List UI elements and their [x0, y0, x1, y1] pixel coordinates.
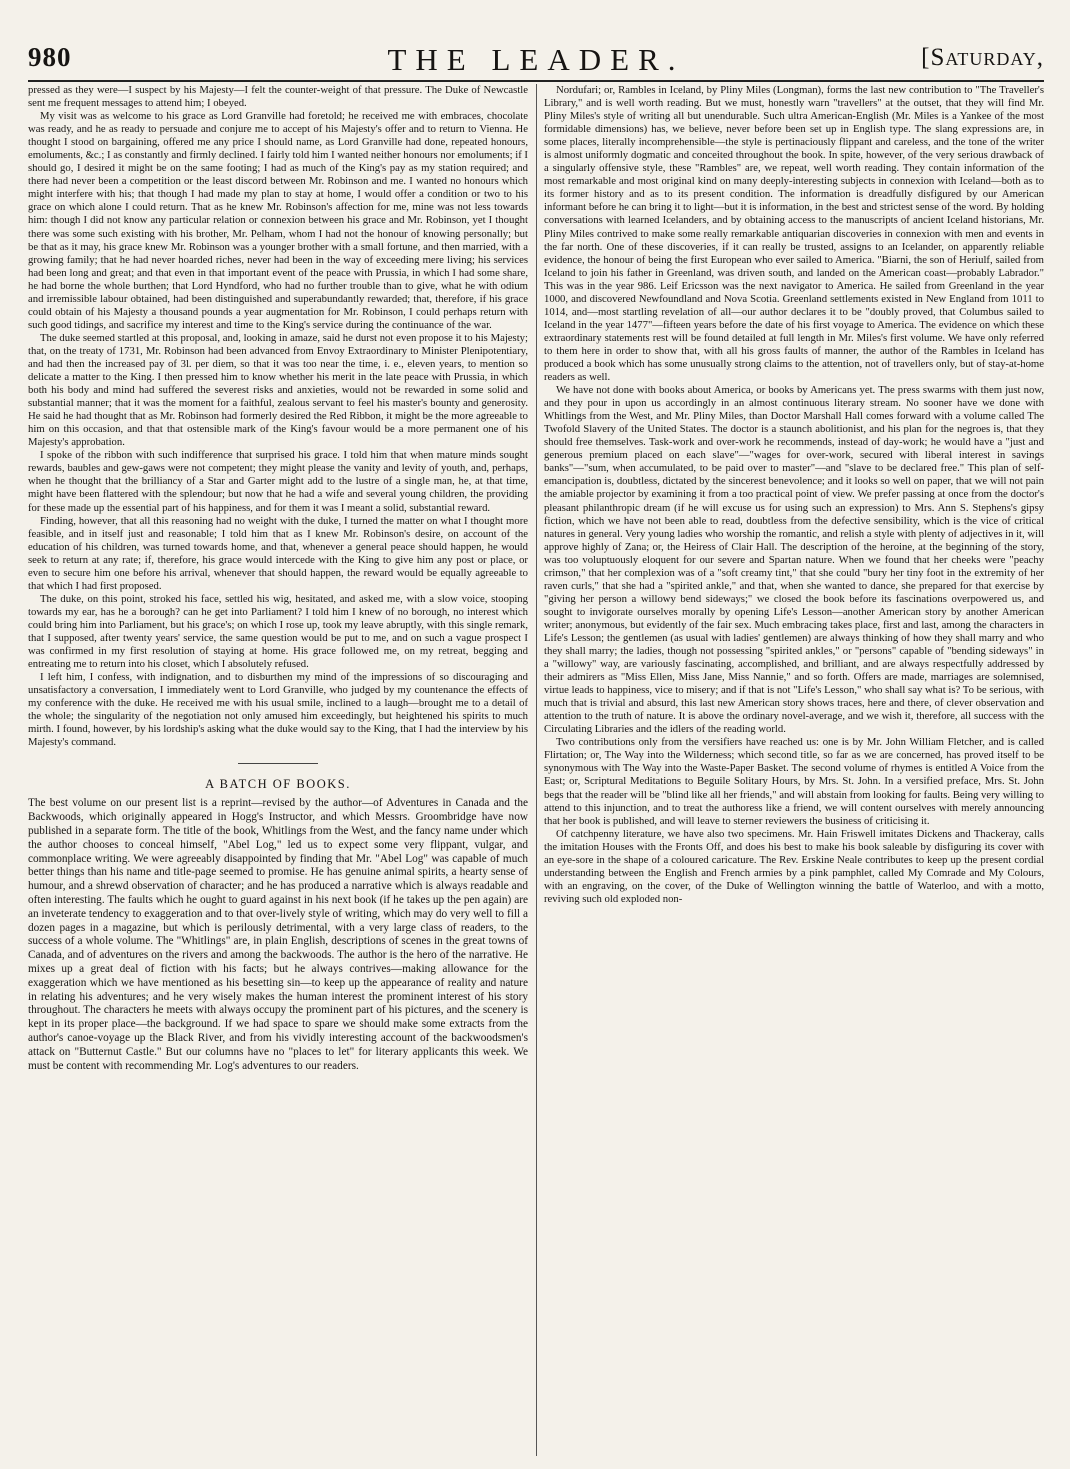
paragraph: I spoke of the ribbon with such indifference that surprised his grace. I told him that when mature minds sought rewards, baubles and gew-gaws were not competent; they might please the vanity and levity of youth, and, perhaps, when he thought that the brilliancy of a Star and Garter might add to the lustre of a single man, he, at that time, might have been flattered with the splendour; but now that he had a wife and several young children, the providing for these made up the essential part of his happiness, and for them it was I meant a solid, substantial reward. [28, 449, 528, 514]
paragraph: Of catchpenny literature, we have also two specimens. Mr. Hain Friswell imitates Dickens and Thackeray, calls the imitation Houses with the Fronts Off, and does his best to make his book saleable by disfiguring its cover with an eye-sore in the shape of a coloured caricature. The Rev. Erskine Neale contributes to keep up the present cordial understanding between the English and French armies by a pink pamphlet, called My Comrade and My Colours, with an engraving, on the cover, of the Duke of Wellington winning the battle of Waterloo, and with a motto, reviving such old exploded non- [544, 827, 1044, 905]
paragraph: Finding, however, that all this reasoning had no weight with the duke, I turned the matter on what I thought more feasible, and in itself just and reasonable; I told him that as I knew Mr. Robinson's desire, on account of the education of his children, was turned towards home, and that, whenever a general peace should happen, he would seek to return at any rate; if, therefore, his grace would intercede with the King to give him any post or place, or even to secure him one before his arrival, whenever that should happen, the reward would be equally agreeable to that which I had first proposed. [28, 514, 528, 592]
paragraph: I left him, I confess, with indignation, and to disburthen my mind of the impressions of so discouraging and unsatisfactory a conversation, I immediately went to Lord Granville, who judged by my countenance the effects of my conference with the duke. He received me with his usual smile, inclined to a laugh—brought me to a detail of the whole; the singularity of the negotiation not only amused him exceedingly, but heightened his spirits to much mirth. I found, however, by his lordship's asking what the duke would say to the King, that I had the interview by his Majesty's command. [28, 671, 528, 749]
paragraph: Two contributions only from the versifiers have reached us: one is by Mr. John William Fletcher, and is called Flirtation; or, The Way into the Wilderness; which second title, so far as we are concerned, has proved itself to be synonymous with The Way into the Waste-Paper Basket. The second volume of rhymes is entitled A Voice from the East; or, Scriptural Meditations to Beguile Solitary Hours, by Mrs. St. John. In a versified preface, Mrs. St. John begs that the reader will be "blind like all her friends," and will abstain from looking for faults. Being very willing to attend to this injunction, and to treat the authoress like a friend, we will content ourselves with merely announcing that her book is published, and will leave to sterner reviewers the business of criticising it. [544, 736, 1044, 827]
column-divider [536, 84, 537, 1456]
newspaper-title: THE LEADER. [387, 42, 685, 77]
paragraph: The best volume on our present list is a reprint—revised by the author—of Adventures in Canada and the Backwoods, which originally appeared in Hogg's Instructor, and which Messrs. Groombridge have now published in a separate form. The title of the book, Whitlings from the West, and the fancy name under which the author chooses to conceal himself, "Abel Log," led us to expect some very flippant, vulgar, and commonplace writing. We were agreeably disappointed by finding that Mr. "Abel Log" was capable of much better things than his name and title-page seemed to promise. He has genuine animal spirits, a hearty sense of humour, and a shrewd observation of character; and he has produced a narrative which is always readable and often interesting. The faults which he ought to guard against in his next book (if he takes up the pen again) are an inveterate tendency to exaggeration and to that over-lively style of writing, which may do very well to fill a dozen pages in a magazine, but which is perilously detrimental, with a very large class of readers, to the success of a whole volume. The "Whitlings" are, in plain English, descriptions of scenes in the great towns of Canada, and of adventures on the rivers and among the backwoods. The author is the hero of the narrative. He mixes up a great deal of fiction with his facts; but he always contrives—making allowance for the exaggeration which we have mentioned as his besetting sin—to keep up the appearance of reality and nature in relating his adventures; and he very wisely makes the human interest the prominent interest of his story throughout. The characters he meets with always occupy the prominent part of his pictures, and the scenery is kept in its proper place—the background. If we had space to spare we should make some extracts from the author's canoe-voyage up the Black River, and from his vividly interesting account of the backwoodsmen's attack on "Butternut Castle." But our columns have no "places to let" for literary applicants this week. We must be content with recommending Mr. Log's adventures to our readers. [28, 797, 528, 1072]
paragraph: Nordufari; or, Rambles in Iceland, by Pliny Miles (Longman), forms the last new contribution to "The Traveller's Library," and is well worth reading. But we must, honestly warn "travellers" at the outset, that they will find Mr. Pliny Miles's style of writing all but unendurable. Such ultra American-English (Mr. Miles is a Yankee of the most formidable dimensions) has, we believe, never before been set up in English type. The slang expressions are, in some places, literally incomprehensible—the style is pertinaciously flippant and careless, and the tone of the writer is almost uniformly dogmatic and conceited throughout the book. In spite, however, of the very serious drawback of a singularly offensive style, these "Rambles" are, we repeat, well worth reading. They contain information of the most remarkable and most original kind on many deeply-interesting subjects in connexion with Iceland—both as to its former history and as to its present condition. The information is dreadfully disfigured by our American informant before he can bring it to light—but it is information, in the best and strictest sense of the word. By holding conversations with learned Icelanders, and by obtaining access to the manuscripts of ancient Iceland historians, Mr. Pliny Miles contrived to make some really remarkable antiquarian discoveries in connexion with men and events in the far north. One of these discoveries, if it can really be trusted, assigns to an Icelander, on apparently reliable evidence, the honour of being the first European who ever sailed to America. "Biarni, the son of Heriulf, sailed from Iceland to join his father in Greenland, was driven south, and landed on the American coast—probably Labrador." This was in the year 986. Leif Ericsson was the next navigator to America. He sailed from Greenland in the year 1000, and discovered Newfoundland and Nova Scotia. Greenland settlements existed in New England from 1011 to 1014, and—most startling revelation of all—our author declares it to be "doubly proved, that Columbus sailed to Iceland in the year 1477"—fifteen years before the date of his first voyage to America. The evidence on which these extraordinary statements rest will be found detailed at full length in Mr. Miles's first volume. We have only referred to them here in order to show that, with all his gross faults of manner, the author of the Rambles in Iceland has produced a book which has some unusually strong claims to the attention, not of travellers only, but of stay-at-home readers as well. [544, 84, 1044, 384]
paragraph: We have not done with books about America, or books by Americans yet. The press swarms with them just now, and they pour in upon us accordingly in an almost continuous literary stream. No sooner have we done with Whitlings from the West, and Mr. Pliny Miles, than Doctor Marshall Hall comes forward with a volume called The Twofold Slavery of the United States. The doctor is a staunch abolitionist, and his plan for the negroes is, that they should free themselves. Task-work and over-work he recommends, instead of day-work; he would have a "just and generous premium placed on each slave"—"wages for over-work, secured with liberal interest in savings banks"—"sum, when accumulated, to be paid over to master"—and "slave to be declared free." This plan of self-emancipation is, doubtless, dictated by the sincerest benevolence; and it looks so well on paper, that we will not pain the amiable projector by examining it from a too practical point of view. We prefer passing at once from the doctor's pleasant philanthropic dream (if he will excuse us for using such an expression) to Mrs. Ann S. Stephens's gipsy fiction, which we have not been able to read, doubtless from the defective sensibility, which is the vice of critical natures in general. Very young ladies who worship the romantic, and relish a style with plenty of adjectives in it, will approve highly of Zana; or, the Heiress of Clair Hall. The description of the heroine, at the beginning of the story, was too voluptuously eloquent for our severe and Spartan nature. When we found that her cheeks were "peachy crimson," that her complexion was of a "soft creamy tint," that she could "bury her tiny foot in the extremity of her raven curls," that she had a "spirited ankle," and that, when she wanted to dance, she prepared for that exercise by "giving her person a willowy bend sideways;" we closed the book before its fascinations overpowered us, and sought to invigorate ourselves morally by opening Life's Lesson—another American story by another American writer; anonymous, but evidently of the fair sex. Much embracing takes place, first and last, among the characters in Life's Lesson; the gentlemen (as usual with ladies' gentlemen) are always thinking of how they shall marry and who they shall marry; the ladies, though not possessing "spirited ankles," or "persons" capable of "bending sideways" in a "willowy" way, are variously fascinating, accomplished, and brilliant, and are always respectfully addressed by their admirers as "Miss Ellen, Miss Jane, Miss Nannie," and so forth. Offers are made, marriages are solemnised, virtue leads to happiness, vice to misery; and if that is not "Life's Lesson," who shall say what is? To be serious, with much that is trivial and absurd, this last new American story shows traces, here and there, of clever observation and attention to the truth of nature. It is above the ordinary novel-average, and we wish it, therefore, all success with the Circulating Libraries and the idlers of the reading world. [544, 384, 1044, 736]
header-rule [28, 80, 1044, 82]
section-heading: A BATCH OF BOOKS. [205, 777, 351, 792]
section-divider [238, 763, 318, 764]
paragraph: pressed as they were—I suspect by his Majesty—I felt the counter-weight of that pressure. The Duke of Newcastle sent me frequent messages to attend him; I obeyed. [28, 84, 528, 110]
paragraph: My visit was as welcome to his grace as Lord Granville had foretold; he received me with embraces, chocolate was ready, and he as ready to persuade and conjure me to accept of his Majesty's offer and to return to Vienna. He thought I stood on bargaining, offered me any price I should name, as Lord Granville had done, repeated honours, emoluments, &c.; I as constantly and firmly declined. I fairly told him I wanted neither honours nor emoluments; if I should go, I desired it might be on the same footing; I had as much of the King's pay as my station required; and there had never been a competition or the least discord between Mr. Robinson and me. I wanted no honours which might interfere with his; that though I had made my plan to stay at home, I would offer a condition or two to his grace on which alone I could return. That as he knew Mr. Robinson's affection for me, mine was not less towards him: though I did not know any particular relation or connexion between his grace and Mr. Robinson, yet I thought there was some such existing with his brother, Mr. Pelham, whom I had not the honour of knowing personally; but be that as it may, his grace knew Mr. Robinson was a younger brother with a small fortune, and then married, with a growing family; that he had never hoarded riches, never had been in the way of exceeding mere living; his services had been long and great; and that even in that important event of the peace with Prussia, in which I had some share, he had borne the whole burthen; that Lord Hyndford, who had no further trouble than to give, what he with odium and irremissible labour obtained, had been distinguished and superabundantly rewarded; that, therefore, if his grace could obtain of his Majesty a thousand pounds a year augmentation for Mr. Robinson, I could perhaps return with such good tidings, and sacrifice my interest and time to the King's service during the continuance of the war. [28, 110, 528, 331]
paragraph: The duke seemed startled at this proposal, and, looking in amaze, said he durst not even propose it to his Majesty; that, on the treaty of 1731, Mr. Robinson had been advanced from Envoy Extraordinary to Minister Plenipotentiary, and had then the increased pay of 3l. per diem, so that it was too near the time, i. e., eleven years, to mention so delicate a matter to the King. I then pressed him to know whether his merit in the late peace with Prussia, in which both his body and mind had suffered the severest risks and anxieties, would not be rewarded in some solid and substantial manner; that it was the moment for a faithful, zealous servant to feel his master's bounty and generosity. He said he had thought that as Mr. Robinson had formerly desired the Red Ribbon, it might be the more agreeable to him on this occasion, and that that ostensible mark of the King's favour would be a more permanent one of his Majesty's approbation. [28, 331, 528, 449]
section-body [28, 797, 528, 1073]
right-column [544, 84, 1044, 1459]
masthead [28, 42, 1044, 76]
issue-day: [ Saturday, [921, 44, 1044, 72]
left-column [28, 84, 528, 1459]
page-number: 980 [28, 42, 72, 72]
paragraph: The duke, on this point, stroked his face, settled his wig, hesitated, and asked me, with a slow voice, stooping towards my ear, has he a borough? can he get into Parliament? I told him I knew of no borough, no interest which could bring him into Parliament, but his grace's; on which I rose up, took my leave abruptly, with this single remark, that I supposed, after twenty years' service, the same question would be put to me, and on such a vague prospect I was confirmed in my first resolution of staying at home. His grace followed me, on my retreat, begging and entreating me to return into his closet, which I absolutely refused. [28, 592, 528, 671]
